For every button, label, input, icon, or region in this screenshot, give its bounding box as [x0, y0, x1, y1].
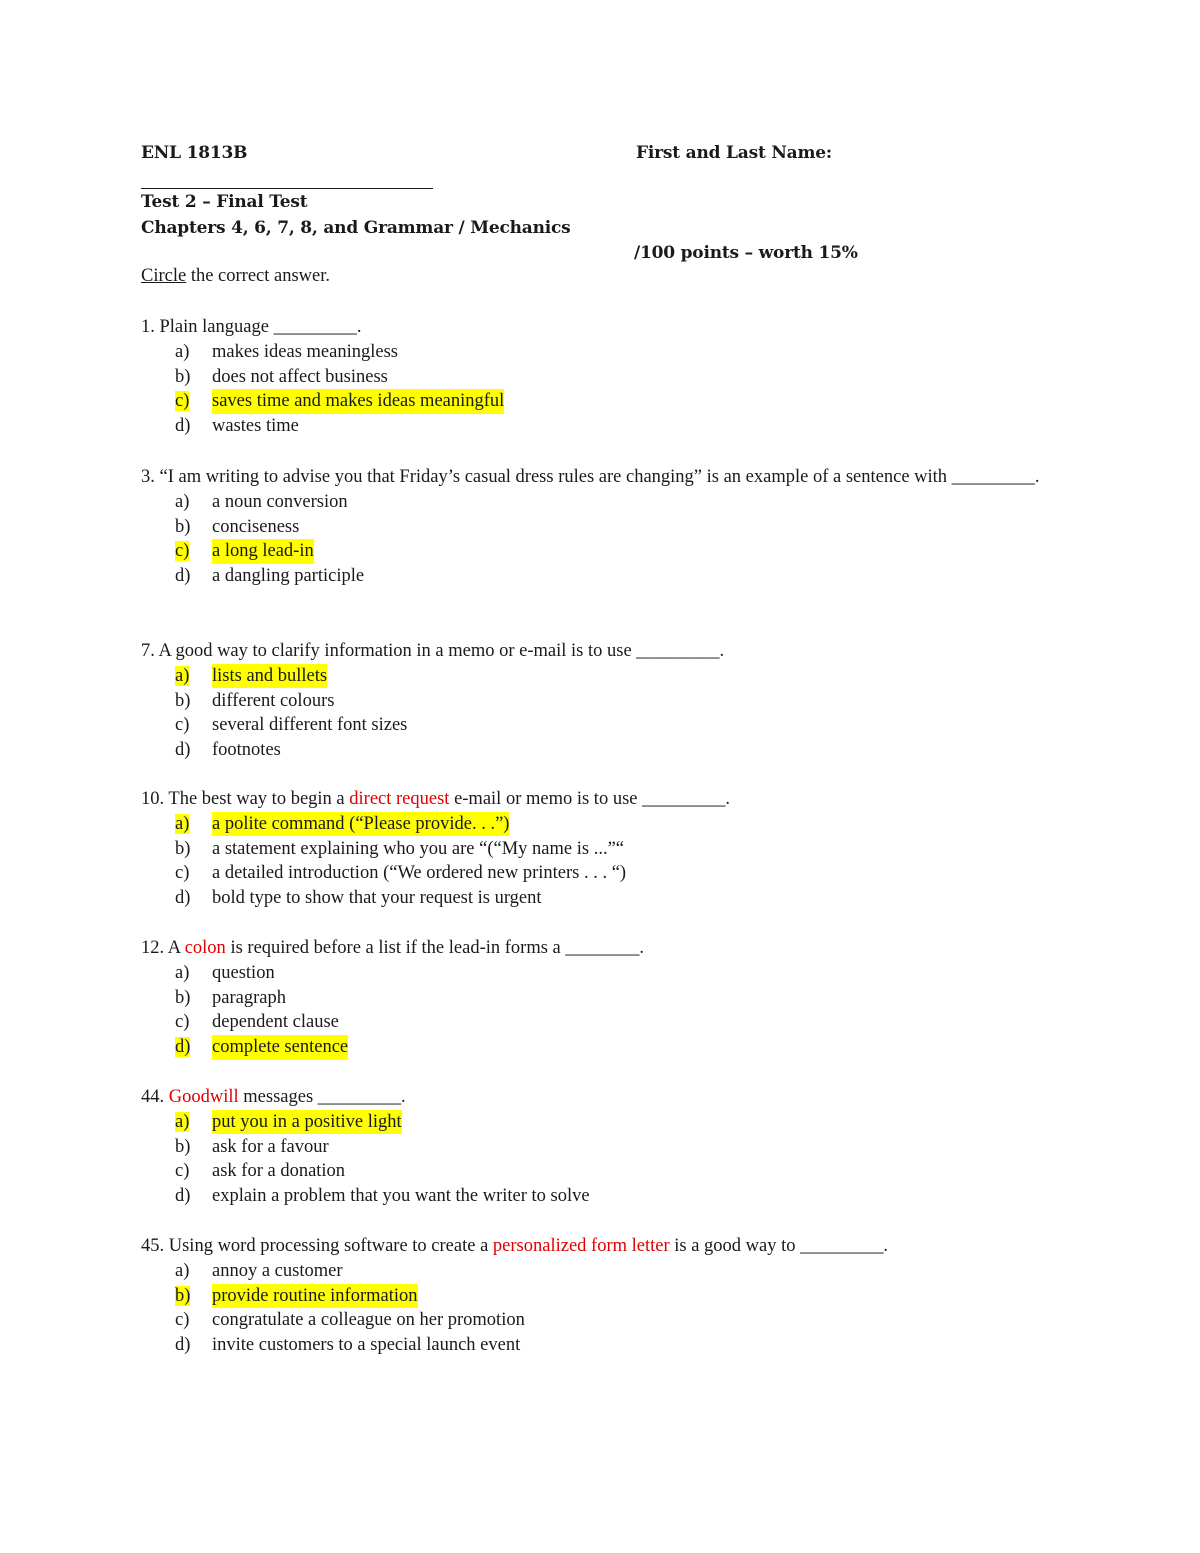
option-a[interactable] [141, 812, 1061, 837]
points-label: /100 points – worth 15% [634, 243, 858, 263]
question-stem: 3. “I am writing to advise you that Friday’s casual dress rules are changing” is an example of a sentence with _________. [141, 465, 1046, 490]
options-list [141, 664, 1061, 764]
question-stem: 7. A good way to clarify information in a memo or e-mail is to use _________. [141, 639, 1061, 664]
answer-blank: _________ [951, 467, 1035, 487]
key-term: direct request [349, 789, 450, 809]
options-list [141, 340, 1061, 440]
option-c[interactable]: c) several different font sizes [175, 715, 408, 736]
highlighted-answer: complete sentence [212, 1035, 348, 1060]
options-list [141, 1110, 1061, 1210]
answer-blank: _________ [800, 1236, 884, 1256]
option-c[interactable]: c) dependent clause [175, 1012, 339, 1033]
question-stem: 1. Plain language _________. [141, 315, 1061, 340]
answer-blank: _________ [317, 1087, 402, 1107]
key-term: personalized form letter [492, 1236, 670, 1256]
options-list [141, 490, 1046, 590]
highlighted-answer: a long lead-in [212, 539, 314, 564]
answer-blank: ________ [565, 938, 640, 958]
option-c[interactable] [141, 389, 1061, 414]
course-code: ENL 1813B [141, 143, 248, 163]
name-label: First and Last Name: [636, 143, 832, 163]
question-stem: 12. A colon is required before a list if the lead-in forms a ________. [141, 936, 1061, 961]
question-12 [141, 936, 1061, 1060]
option-c[interactable] [141, 539, 1046, 564]
option-a[interactable] [141, 664, 1061, 689]
key-term: Goodwill [168, 1087, 239, 1107]
option-b[interactable]: b) different colours [175, 690, 335, 711]
option-c[interactable]: c) congratulate a colleague on her promotion [175, 1310, 525, 1331]
options-list [141, 961, 1061, 1061]
question-7 [141, 639, 1061, 763]
option-b[interactable]: b) a statement explaining who you are “(“My name is ...”“ [175, 838, 624, 859]
highlighted-answer: a polite command (“Please provide. . .”) [212, 812, 509, 837]
highlighted-answer: saves time and makes ideas meaningful [212, 389, 504, 414]
option-a[interactable]: a) annoy a customer [175, 1260, 343, 1281]
highlighted-answer: put you in a positive light [212, 1110, 402, 1135]
highlighted-answer: provide routine information [212, 1284, 418, 1309]
chapters-heading: Chapters 4, 6, 7, 8, and Grammar / Mechanics [141, 218, 571, 238]
option-d[interactable]: d) bold type to show that your request is urgent [175, 888, 542, 909]
highlighted-letter: a) [175, 1111, 190, 1132]
highlighted-letter: b) [175, 1285, 191, 1306]
option-a[interactable] [141, 1110, 1061, 1135]
option-b[interactable]: b) paragraph [175, 987, 286, 1008]
instructions [141, 266, 330, 287]
instructions-emphasis: Circle [141, 266, 187, 286]
option-d[interactable] [141, 1035, 1061, 1060]
question-45 [141, 1234, 1061, 1358]
test-title: Test 2 – Final Test [141, 192, 308, 212]
question-44 [141, 1085, 1061, 1209]
question-stem: 44. Goodwill messages _________. [141, 1085, 1061, 1110]
option-a[interactable]: a) question [175, 962, 275, 983]
name-line [141, 188, 433, 189]
answer-blank: _________ [636, 641, 720, 661]
option-d[interactable]: d) a dangling participle [175, 566, 365, 587]
options-list [141, 812, 1061, 912]
option-d[interactable]: d) invite customers to a special launch event [175, 1335, 521, 1356]
option-c[interactable]: c) a detailed introduction (“We ordered new printers . . . “) [175, 863, 627, 884]
option-b[interactable] [141, 1283, 1061, 1308]
option-b[interactable]: b) does not affect business [175, 366, 388, 387]
question-stem: 10. The best way to begin a direct request e-mail or memo is to use _________. [141, 787, 1061, 812]
option-b[interactable]: b) ask for a favour [175, 1136, 329, 1157]
option-d[interactable]: d) footnotes [175, 740, 281, 761]
highlighted-answer: lists and bullets [212, 664, 327, 689]
question-3 [141, 465, 1046, 589]
question-1 [141, 315, 1061, 439]
option-a[interactable]: a) makes ideas meaningless [175, 341, 398, 362]
highlighted-letter: d) [175, 1037, 191, 1058]
instructions-text: the correct answer. [186, 266, 331, 286]
options-list [141, 1259, 1061, 1359]
highlighted-letter: a) [175, 665, 190, 686]
highlighted-letter: c) [175, 391, 190, 412]
question-10 [141, 787, 1061, 911]
answer-blank: _________ [273, 317, 357, 337]
question-stem: 45. Using word processing software to create a personalized form letter is a good way to _________. [141, 1234, 1061, 1259]
option-d[interactable]: d) explain a problem that you want the writer to solve [175, 1186, 590, 1207]
option-c[interactable]: c) ask for a donation [175, 1161, 346, 1182]
highlighted-letter: a) [175, 813, 190, 834]
option-a[interactable]: a) a noun conversion [175, 491, 348, 512]
option-d[interactable]: d) wastes time [175, 416, 299, 437]
key-term: colon [184, 938, 226, 958]
highlighted-letter: c) [175, 541, 190, 562]
option-b[interactable]: b) conciseness [175, 516, 300, 537]
answer-blank: _________ [642, 789, 726, 809]
